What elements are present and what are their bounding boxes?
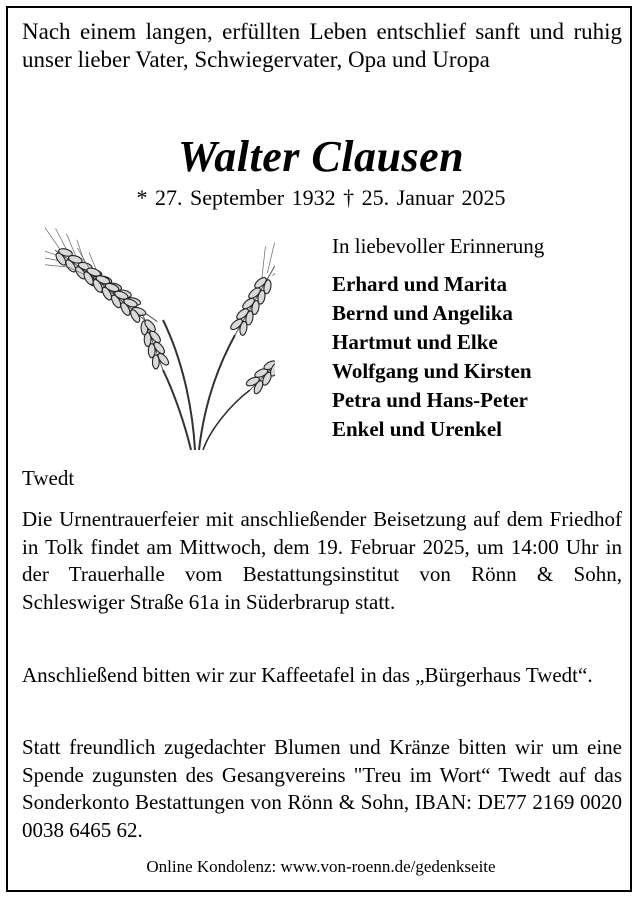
memory-line: In liebevoller Erinnerung [332,234,545,258]
town-name: Twedt [22,466,75,490]
wheat-ear [243,351,275,396]
intro-text: Nach einem langen, erfüllten Leben entschlief sanft und ruhig unser lieber Vater, Schwiegervater, Opa und Uropa [22,19,622,72]
family-member: Enkel und Urenkel [332,417,502,441]
family-member: Erhard und Marita [332,272,508,296]
family-member: Bernd und Angelika [332,301,513,325]
family-member: Petra und Hans-Peter [332,388,528,412]
reception-paragraph: Anschließend bitten wir zur Kaffeetafel in das „Bürgerhaus Twedt“. [22,663,593,687]
family-list [332,270,532,444]
ceremony-paragraph: Die Urnentrauerfeier mit anschließender Beisetzung auf dem Friedhof in Tolk findet am Mittwoch, dem 19. Februar 2025, um 14:00 Uhr in der Trauerhalle vom Bestattungsinstitut von Rönn & Sohn, Schleswiger Straße 61a in Süderbrarup statt. [22,507,622,614]
deceased-name: Walter Clausen [177,132,465,181]
family-member: Wolfgang und Kirsten [332,359,532,383]
family-member: Hartmut und Elke [332,330,498,354]
wheat-ear [219,239,275,340]
wheat-ears-icon [45,225,275,450]
life-dates: * 27. September 1932 † 25. Januar 2025 [136,185,506,210]
online-condolence: Online Kondolenz: www.von-roenn.de/gedenkseite [146,857,496,876]
donation-paragraph: Statt freundlich zugedachter Blumen und Kränze bitten wir um eine Spende zugunsten des Gesangvereins "Treu im Wort“ Twedt auf das Sonderkonto Bestattungen von Rönn & Sohn, IBAN: DE77 2169 0020 0038 6465 62. [22,735,622,842]
